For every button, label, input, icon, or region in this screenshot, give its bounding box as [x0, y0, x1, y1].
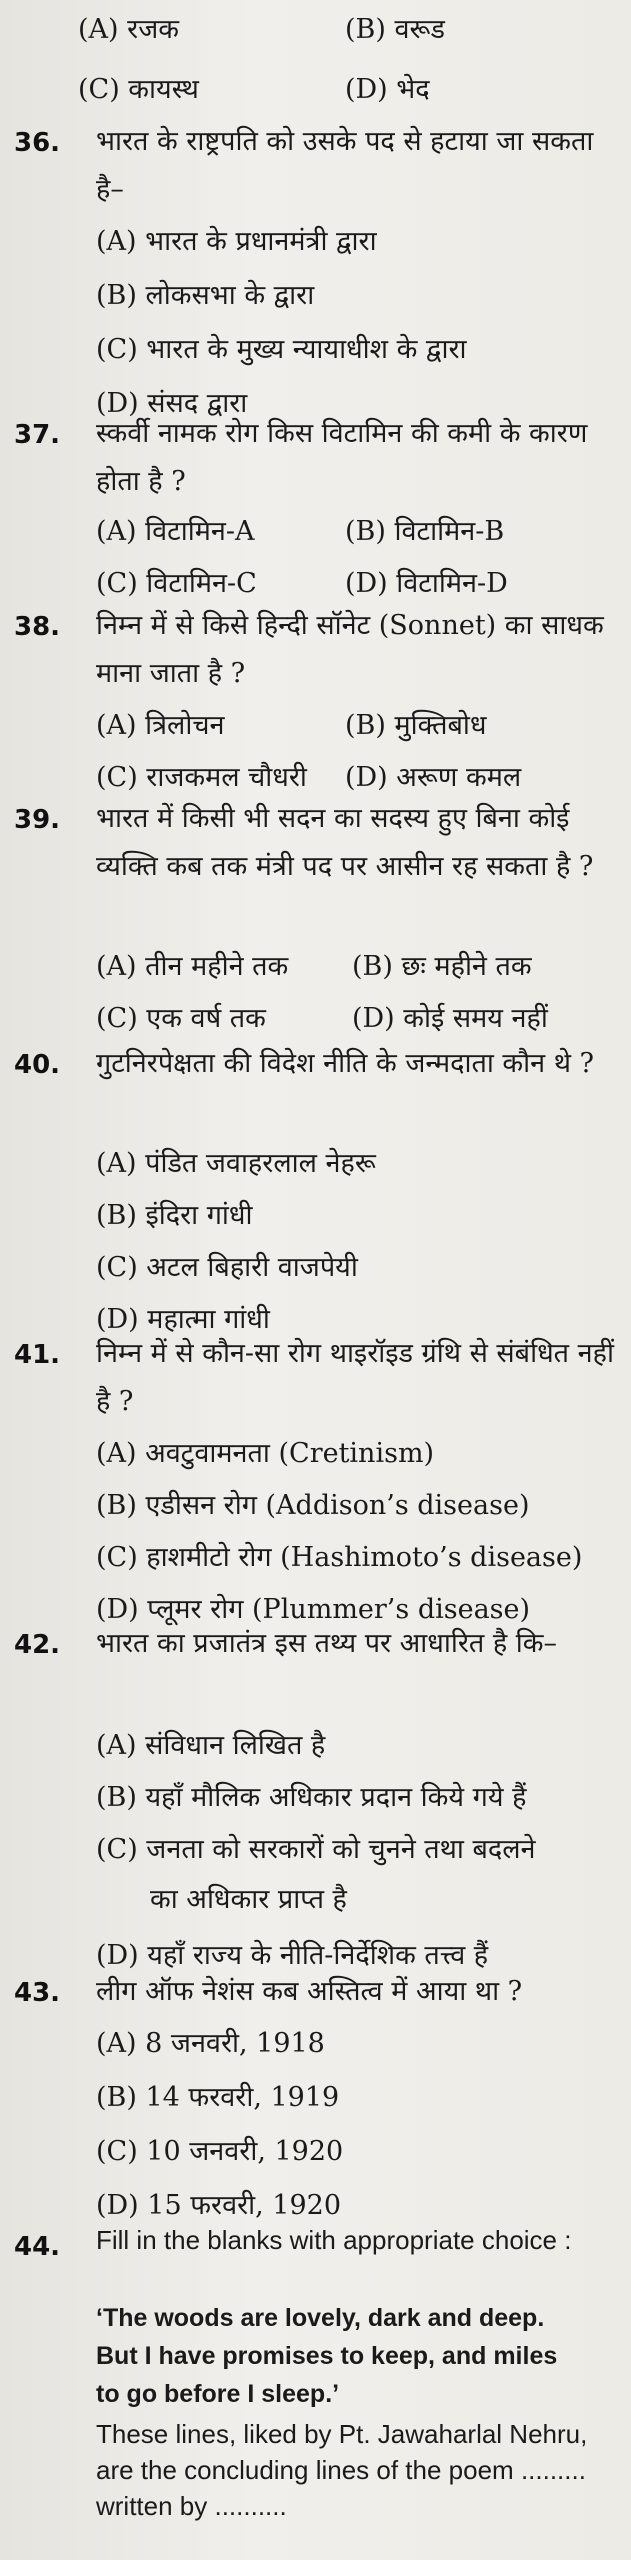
- option-a: (A) त्रिलोचन: [96, 710, 225, 741]
- option-b: (B) इंदिरा गांधी: [96, 1200, 253, 1231]
- quote-line-2: But I have promises to keep, and miles: [96, 2342, 558, 2370]
- option-a: (A) 8 जनवरी, 1918: [96, 2028, 325, 2059]
- option-d: (D) अरूण कमल: [345, 762, 522, 793]
- question-text: स्कर्वी नामक रोग किस विटामिन की कमी के कारण होता है ?: [96, 418, 588, 497]
- question-number: 41.: [14, 1340, 61, 1370]
- question-text: निम्न में से किसे हिन्दी सॉनेट (Sonnet) का साधक माना जाता है ?: [96, 610, 604, 689]
- question-number: 40.: [14, 1050, 61, 1080]
- question-number: 43.: [14, 1978, 61, 2008]
- option-b: (B) विटामिन-B: [345, 516, 505, 547]
- question-number: 37.: [14, 420, 61, 450]
- option-b: (B) 14 फरवरी, 1919: [96, 2082, 340, 2113]
- option-b: (B) यहाँ मौलिक अधिकार प्रदान किये गये हैं: [96, 1782, 527, 1813]
- option-c: (C) अटल बिहारी वाजपेयी: [96, 1252, 358, 1283]
- option-c: (C) हाशमीटो रोग (Hashimoto’s disease): [96, 1542, 583, 1573]
- question-text: निम्न में से कौन-सा रोग थाइरॉइड ग्रंथि से संबंधित नहीं है ?: [96, 1338, 614, 1417]
- question-number: 38.: [14, 612, 61, 642]
- option-c: (C) भारत के मुख्य न्यायाधीश के द्वारा: [96, 334, 467, 365]
- question-text: भारत के राष्ट्रपति को उसके पद से हटाया जा सकता है–: [96, 126, 594, 205]
- option-a: (A) भारत के प्रधानमंत्री द्वारा: [96, 226, 377, 257]
- quote-line-3: to go before I sleep.’: [96, 2380, 340, 2408]
- option-d: (D) कोई समय नहीं: [352, 1003, 548, 1034]
- option-a: (A) अवटुवामनता (Cretinism): [96, 1438, 435, 1469]
- option-d: (D) यहाँ राज्य के नीति-निर्देशिक तत्त्व हैं: [96, 1940, 489, 1971]
- option-c: (C) 10 जनवरी, 1920: [96, 2136, 344, 2167]
- question-text: लीग ऑफ नेशंस कब अस्तित्व में आया था ?: [96, 1976, 523, 2007]
- option-a: (A) विटामिन-A: [96, 516, 255, 547]
- question-text: Fill in the blanks with appropriate choice :: [96, 2225, 572, 2255]
- option-b: (B) वरूड: [345, 14, 445, 45]
- option-d: (D) संसद द्वारा: [96, 388, 248, 419]
- option-c: (C) कायस्थ: [78, 74, 199, 105]
- option-d: (D) विटामिन-D: [345, 568, 508, 599]
- question-text: भारत में किसी भी सदन का सदस्य हुए बिना कोई व्यक्ति कब तक मंत्री पद पर आसीन रह सकता है ?: [96, 803, 594, 882]
- question-text: भारत का प्रजातंत्र इस तथ्य पर आधारित है कि–: [96, 1628, 558, 1659]
- option-b: (B) एडीसन रोग (Addison’s disease): [96, 1490, 530, 1521]
- question-number: 44.: [14, 2232, 61, 2262]
- option-d: (D) प्लूमर रोग (Plummer’s disease): [96, 1594, 531, 1625]
- question-text: गुटनिरपेक्षता की विदेश नीति के जन्मदाता कौन थे ?: [96, 1048, 595, 1079]
- question-number: 36.: [14, 128, 61, 158]
- option-d: (D) महात्मा गांधी: [96, 1304, 270, 1335]
- quote-line-1: ‘The woods are lovely, dark and deep.: [96, 2304, 545, 2332]
- option-d: (D) भेद: [345, 74, 430, 105]
- option-a: (A) संविधान लिखित है: [96, 1730, 326, 1761]
- option-c: (C) एक वर्ष तक: [96, 1003, 266, 1034]
- option-a: (A) पंडित जवाहरलाल नेहरू: [96, 1148, 376, 1179]
- option-c: (C) विटामिन-C: [96, 568, 257, 599]
- option-c: (C) जनता को सरकारों को चुनने तथा बदलने: [96, 1834, 536, 1865]
- option-c-continuation: का अधिकार प्राप्त है: [150, 1884, 347, 1915]
- option-b: (B) छः महीने तक: [352, 951, 532, 982]
- question-number: 42.: [14, 1630, 61, 1660]
- option-a: (A) तीन महीने तक: [96, 951, 289, 982]
- option-b: (B) लोकसभा के द्वारा: [96, 280, 315, 311]
- option-b: (B) मुक्तिबोध: [345, 710, 487, 741]
- option-a: (A) रजक: [78, 14, 179, 45]
- question-number: 39.: [14, 805, 61, 835]
- question-body: These lines, liked by Pt. Jawaharlal Nehru, are the concluding lines of the poem ......... written by ..........: [96, 2419, 588, 2521]
- option-d: (D) 15 फरवरी, 1920: [96, 2190, 342, 2221]
- option-c: (C) राजकमल चौधरी: [96, 762, 307, 793]
